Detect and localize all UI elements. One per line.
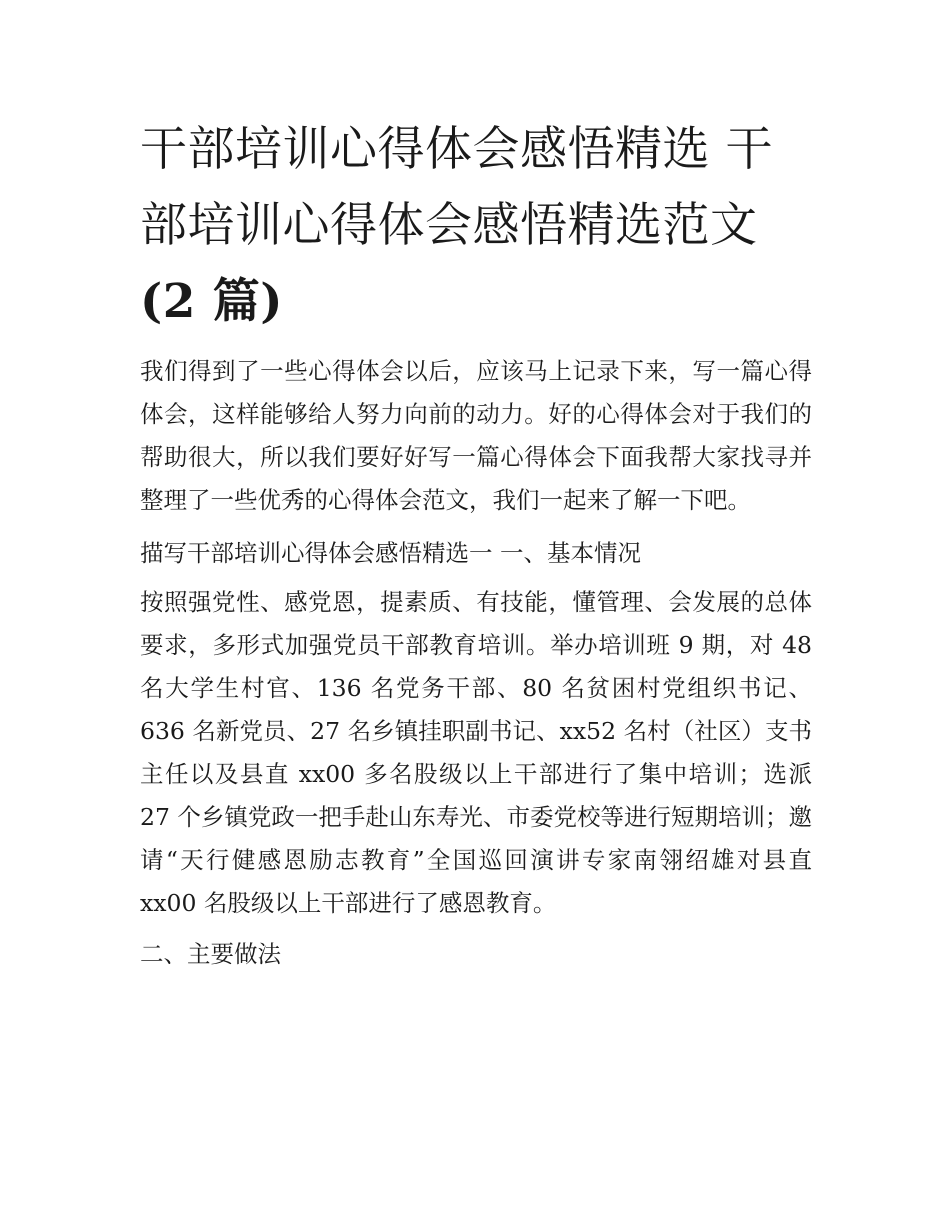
intro-paragraph: 我们得到了一些心得体会以后，应该马上记录下来，写一篇心得体会，这样能够给人努力向前的动力。好的心得体会对于我们的帮助很大，所以我们要好好写一篇心得体会下面我帮大家找寻并整理了一些优秀的心得体会范文，我们一起来了解一下吧。: [140, 357, 812, 514]
document-title: [140, 112, 812, 340]
title-line-1: 干部培训心得体会感悟精选 干: [140, 122, 773, 177]
section-1-body: 按照强党性、感党恩，提素质、有技能，懂管理、会发展的总体要求，多形式加强党员干部教育培训。举办培训班 9 期，对 48 名大学生村官、136 名党务干部、80 名贫困村党组织书记、636 名新党员、27 名乡镇挂职副书记、xx52 名村（社区）支书主任以及县直 xx00 多名股级以上干部进行了集中培训；选派 27 个乡镇党政一把手赴山东寿光、市委党校等进行短期培训；邀请“天行健感恩励志教育”全国巡回演讲专家南翎绍雄对县直 xx00 名股级以上干部进行了感恩教育。: [140, 588, 812, 917]
section-2-heading: 二、主要做法: [140, 940, 281, 968]
title-line-3: (2 篇): [140, 274, 284, 329]
document-page: [140, 112, 812, 976]
section-1-heading: 描写干部培训心得体会感悟精选一 一、基本情况: [140, 539, 641, 567]
title-line-2: 部培训心得体会感悟精选范文: [140, 198, 758, 253]
